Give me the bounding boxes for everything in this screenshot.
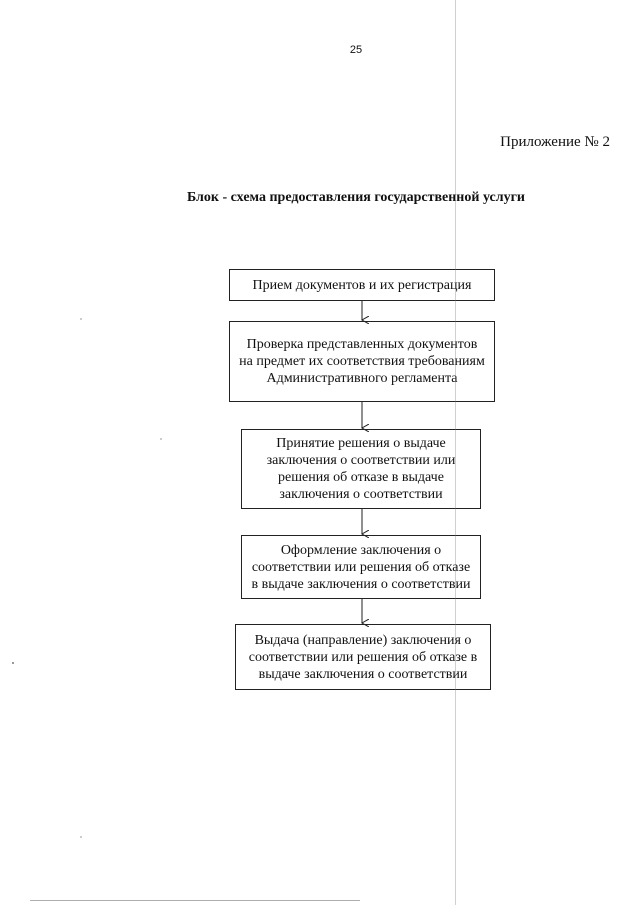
scan-artifact-vertical-line — [455, 0, 456, 905]
flowchart-title: Блок - схема предоставления государственной услуги — [186, 190, 526, 205]
page-number: 25 — [349, 44, 363, 56]
scan-speck — [12, 662, 14, 664]
step-text-4: Оформление заключения о соответствии или решения об отказе в выдаче заключения о соответствии — [251, 542, 471, 592]
step-text-3: Принятие решения о выдаче заключения о соответствии или решения об отказе в выдаче заключения о соответствии — [266, 436, 456, 502]
scan-speck — [80, 318, 82, 320]
appendix-label: Приложение № 2 — [500, 134, 610, 150]
scan-speck — [160, 438, 162, 440]
scan-speck — [80, 836, 82, 838]
step-text-5: Выдача (направление) заключения о соответствии или решения об отказе в выдаче заключения о соответствии — [248, 632, 478, 682]
scan-artifact-bottom-line — [30, 900, 360, 901]
step-text-2: Проверка представленных документов на предмет их соответствия требованиям Административного регламента — [239, 337, 485, 386]
step-text-1: Прием документов и их регистрация — [252, 277, 472, 293]
